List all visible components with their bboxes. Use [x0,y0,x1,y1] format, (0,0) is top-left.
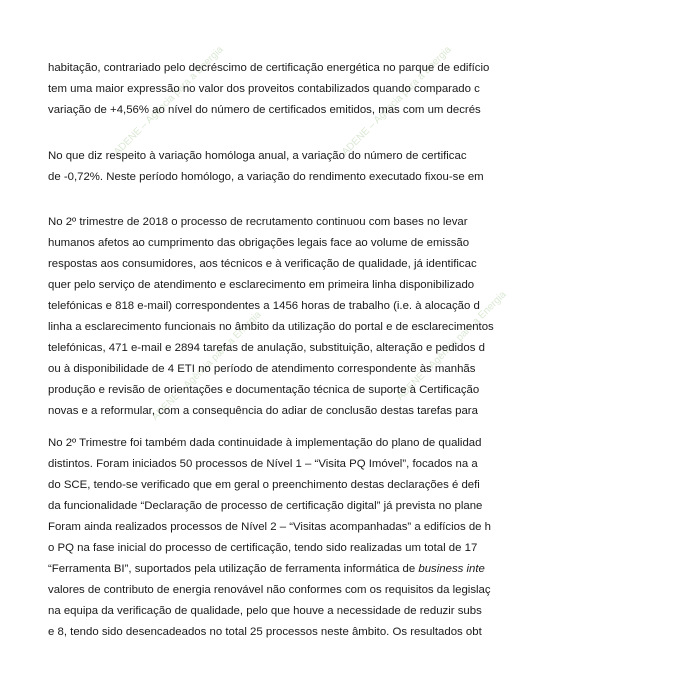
line-text: “Ferramenta BI”, suportados pela utilização de ferramenta informática de [48,563,419,575]
text-line [48,401,688,422]
watermark: ADENE – Agência para a Energia [395,289,509,403]
watermark: ADENE – Agência para a Energia [340,44,454,158]
text-line [48,496,688,517]
text-line [48,517,688,538]
text-line [48,580,688,601]
text-line [48,601,688,622]
line-text: distintos. Foram iniciados 50 processos de Nível 1 – “Visita PQ Imóvel”, focados na a [48,458,478,470]
text-line [48,538,688,559]
text-line [48,296,688,317]
text-line [48,212,688,233]
text-line [48,559,688,580]
line-text: habitação, contrariado pelo decréscimo de certificação energética no parque de edifício [48,62,490,74]
line-text: ou à disponibilidade de 4 ETI no período de atendimento correspondente às manhãs [48,363,476,375]
line-text: No 2º Trimestre foi também dada continuidade à implementação do plano de qualidad [48,437,482,449]
paragraph [48,146,688,188]
text-line [48,233,688,254]
line-text: e 8, tendo sido desencadeados no total 25 processos neste âmbito. Os resultados obt [48,626,482,638]
text-line [48,338,688,359]
line-text: tem uma maior expressão no valor dos proveitos contabilizados quando comparado c [48,83,480,95]
line-text: respostas aos consumidores, aos técnicos e à verificação de qualidade, já identificac [48,258,477,270]
paragraph [48,58,688,121]
watermark: ADENE – Agência para a Energia [150,309,264,423]
line-text: o PQ na fase inicial do processo de certificação, tendo sido realizadas um total de 17 [48,542,478,554]
text-line [48,100,688,121]
watermark: ADENE – Agência para a Energia [112,44,226,158]
text-line [48,317,688,338]
line-text: linha a esclarecimento funcionais no âmbito da utilização do portal e de esclarecimentos [48,321,494,333]
line-text: telefónicas, 471 e-mail e 2894 tarefas de anulação, substituição, alteração e pedidos d [48,342,485,354]
line-text: da funcionalidade “Declaração de processo de certificação digital” já prevista no plane [48,500,483,512]
line-text: No que diz respeito à variação homóloga anual, a variação do número de certificac [48,150,467,162]
line-text: produção e revisão de orientações e documentação técnica de suporte à Certificação [48,384,480,396]
text-line [48,380,688,401]
text-line [48,433,688,454]
line-text: do SCE, tendo-se verificado que em geral o preenchimento destas declarações é defi [48,479,480,491]
paragraph [48,433,688,643]
text-line [48,454,688,475]
line-text: variação de +4,56% ao nível do número de certificados emitidos, mas com um decrés [48,104,481,116]
line-text: de -0,72%. Neste período homólogo, a variação do rendimento executado fixou-se em [48,171,484,183]
line-text: novas e a reformular, com a consequência do adiar de conclusão destas tarefas para [48,405,478,417]
paragraph [48,212,688,422]
text-line [48,79,688,100]
line-text: na equipa da verificação de qualidade, pelo que houve a necessidade de reduzir subs [48,605,482,617]
line-text: telefónicas e 818 e-mail) correspondentes a 1456 horas de trabalho (i.e. à alocação d [48,300,480,312]
line-text: valores de contributo de energia renovável não conformes com os requisitos da legislaç [48,584,491,596]
line-text: humanos afetos ao cumprimento das obrigações legais face ao volume de emissão [48,237,470,249]
text-line [48,275,688,296]
line-text: quer pelo serviço de atendimento e esclarecimento em primeira linha disponibilizado [48,279,475,291]
text-line [48,146,688,167]
text-line [48,359,688,380]
line-text: No 2º trimestre de 2018 o processo de recrutamento continuou com bases no levar [48,216,468,228]
text-line [48,167,688,188]
text-line [48,622,688,643]
text-line [48,475,688,496]
italic-text: business inte [418,563,485,575]
text-line [48,254,688,275]
text-line [48,58,688,79]
line-text: Foram ainda realizados processos de Nível 2 – “Visitas acompanhadas” a edifícios de h [48,521,491,533]
